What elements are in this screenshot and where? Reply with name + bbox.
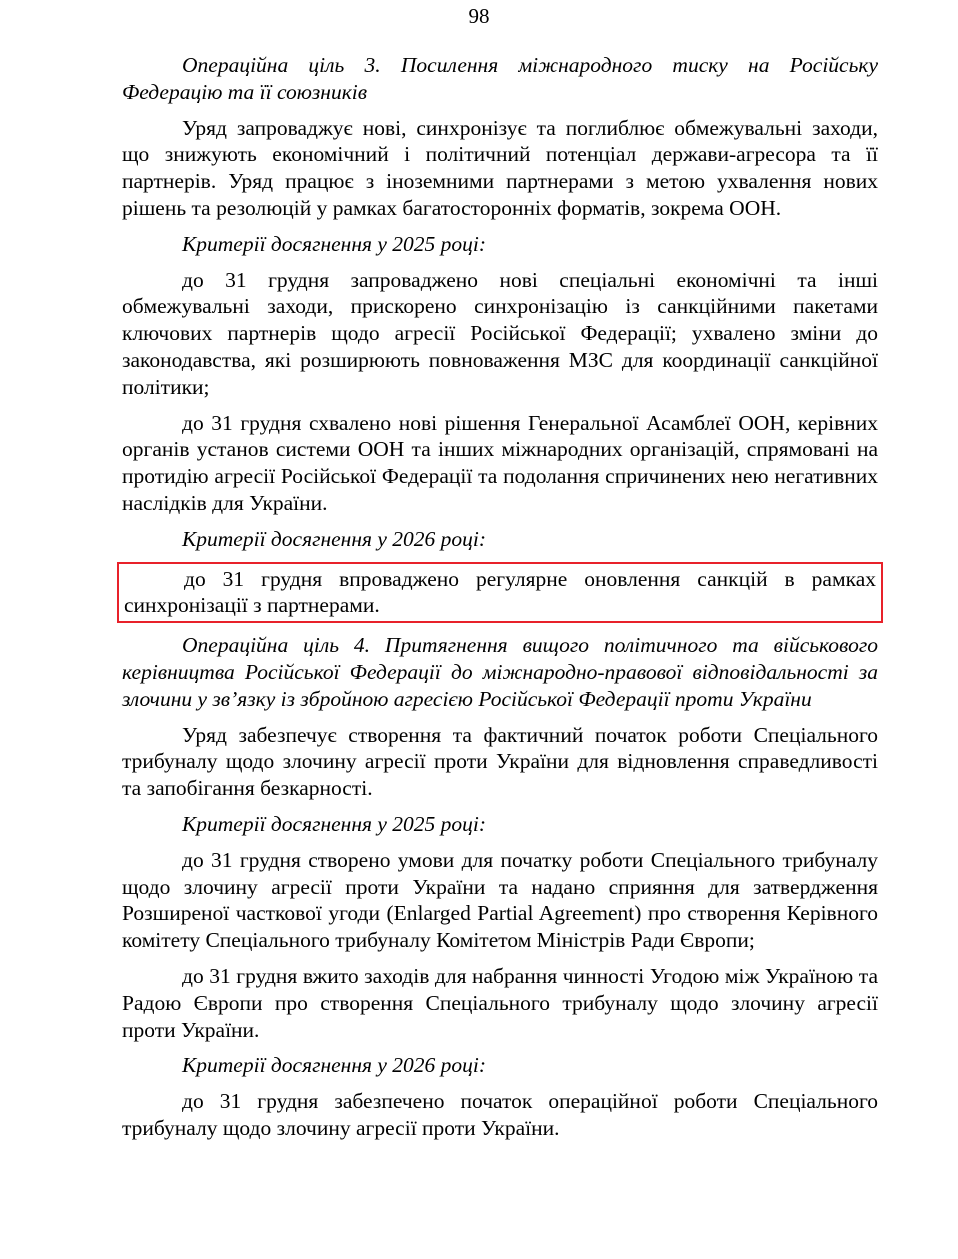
goal-3-description: Уряд запроваджує нові, синхронізує та поглиблює обмежувальні заходи, що знижують економічний і політичний потенціал держави-агресора та її партнерів. Уряд працює з іноземними партнерами з метою ухвалення нових рішень та резолюцій у рамках багатосторонніх форматів, зокрема ООН. bbox=[122, 115, 878, 220]
goal-3-criteria-2026-heading: Критерії досягнення у 2026 році: bbox=[182, 526, 487, 551]
goal-4-criteria-2026-heading: Критерії досягнення у 2026 році: bbox=[182, 1053, 487, 1078]
goal-4-criterion-2025-1: до 31 грудня створено умови для початку роботи Спеціального трибуналу щодо злочину агресії проти України та надано сприяння для затвердження Розширеної часткової угоди (Enlarged Partial Agreement) про створення Керівного комітету Спеціального трибуналу Комітетом Міністрів Ради Європи; bbox=[122, 847, 878, 953]
document-body bbox=[122, 52, 878, 1151]
goal-3-criteria-2025-heading: Критерії досягнення у 2025 році: bbox=[182, 231, 487, 256]
goal-3-title: Операційна ціль 3. Посилення міжнародного тиску на Російську Федерацію та її союзників bbox=[122, 53, 878, 104]
goal-4-criteria-2025-heading: Критерії досягнення у 2025 році: bbox=[182, 811, 487, 836]
goal-3-criterion-2025-2: до 31 грудня схвалено нові рішення Генеральної Асамблеї ООН, керівних органів установ системи ООН та інших міжнародних організацій, спрямовані на протидію агресії Російської Федерації та подолання спричинених нею негативних наслідків для України. bbox=[122, 410, 878, 515]
highlighted-criterion-box bbox=[117, 562, 883, 624]
goal-4-title: Операційна ціль 4. Притягнення вищого політичного та військового керівництва Російської Федерації до міжнародно-правової відповідальності за злочини у зв’язку із збройною агресією Російської Федерації проти України bbox=[122, 633, 878, 711]
goal-4-criterion-2026-1: до 31 грудня забезпечено початок операційної роботи Спеціального трибуналу щодо злочину агресії проти України. bbox=[122, 1089, 878, 1140]
goal-3-criterion-2026-1: до 31 грудня впроваджено регулярне оновлення санкцій в рамках синхронізації з партнерами. bbox=[124, 566, 876, 618]
goal-4-description: Уряд забезпечує створення та фактичний початок роботи Спеціального трибуналу щодо злочину агресії проти України для відновлення справедливості та запобігання безкарності. bbox=[122, 722, 878, 801]
goal-4-criterion-2025-2: до 31 грудня вжито заходів для набрання чинності Угодою між Україною та Радою Європи про створення Спеціального трибуналу щодо злочину агресії проти України. bbox=[122, 963, 878, 1042]
page-number: 98 bbox=[468, 4, 490, 28]
goal-3-criterion-2025-1: до 31 грудня запроваджено нові спеціальні економічні та інші обмежувальні заходи, прискорено синхронізацію із санкційними пакетами ключових партнерів щодо агресії Російської Федерації; ухвалено зміни до законодавства, які розширюють повноваження МЗС для координації санкційної політики; bbox=[122, 267, 878, 399]
